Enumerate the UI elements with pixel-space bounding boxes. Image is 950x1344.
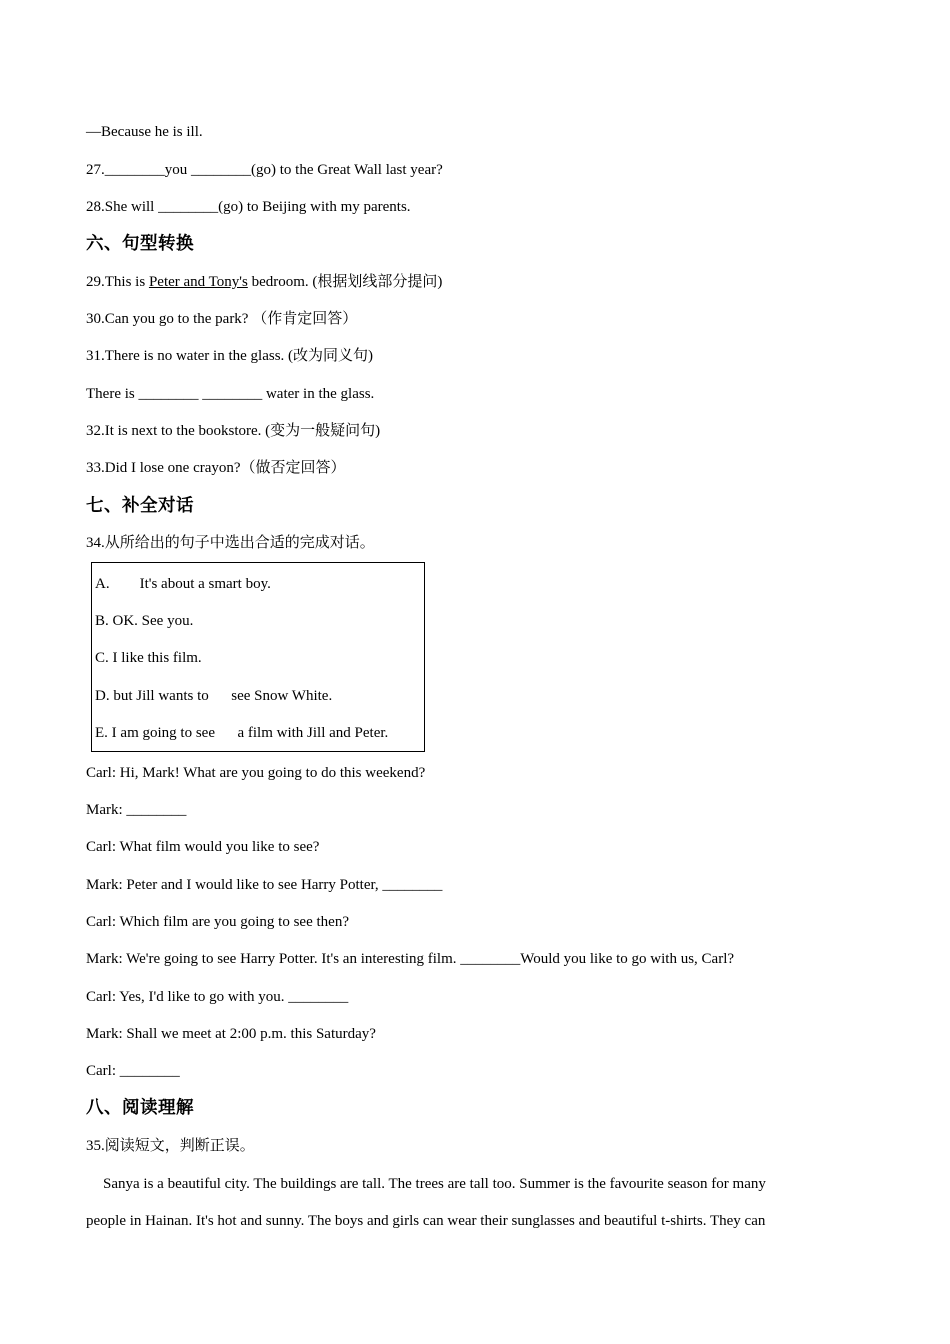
option-b: B. OK. See you. [95, 613, 194, 629]
dialogue-line: Carl: What film would you like to see? [86, 839, 320, 855]
question-33: 33.Did I lose one crayon?（做否定回答） [86, 460, 346, 476]
question-34: 34.从所给出的句子中选出合适的完成对话。 [86, 535, 375, 551]
question-32: 32.It is next to the bookstore. (变为一般疑问句) [86, 423, 381, 439]
answer-line: —Because he is ill. [86, 124, 203, 140]
question-30: 30.Can you go to the park? （作肯定回答） [86, 311, 358, 327]
dialogue-line: Carl: Yes, I'd like to go with you. ________ [86, 989, 349, 1005]
option-e: E. I am going to see a film with Jill and Peter. [95, 725, 389, 741]
dialogue-line: Mark: Shall we meet at 2:00 p.m. this Saturday? [86, 1026, 376, 1042]
question-29 [86, 272, 442, 292]
section-heading-6: 六、句型转换 [86, 234, 194, 254]
question-27: 27.________you ________(go) to the Great Wall last year? [86, 162, 443, 178]
question-35: 35.阅读短文，判断正误。 [86, 1138, 255, 1154]
dialogue-line: Carl: Hi, Mark! What are you going to do this weekend? [86, 765, 426, 781]
dialogue-line: Mark: ________ [86, 802, 187, 818]
option-d: D. but Jill wants to see Snow White. [95, 688, 333, 704]
question-31-fill: There is ________ ________ water in the glass. [86, 386, 375, 402]
question-29-post: bedroom. (根据划线部分提问) [247, 274, 443, 290]
passage-line-2: people in Hainan. It's hot and sunny. The boys and girls can wear their sunglasses and beautiful t-shirts. They can [86, 1213, 766, 1229]
question-28: 28.She will ________(go) to Beijing with my parents. [86, 199, 411, 215]
question-31: 31.There is no water in the glass. (改为同义句) [86, 348, 374, 364]
section-heading-8: 八、阅读理解 [86, 1098, 194, 1118]
question-29-pre: 29.This is [86, 274, 149, 290]
dialogue-line: Mark: Peter and I would like to see Harry Potter, ________ [86, 877, 443, 893]
question-29-underlined: Peter and Tony's [148, 274, 248, 290]
dialogue-line: Carl: ________ [86, 1063, 180, 1079]
dialogue-line: Carl: Which film are you going to see then? [86, 914, 349, 930]
option-c: C. I like this film. [95, 650, 202, 666]
section-heading-7: 七、补全对话 [86, 496, 194, 516]
option-a: A. It's about a smart boy. [95, 576, 271, 592]
passage-line-1: Sanya is a beautiful city. The buildings are tall. The trees are tall too. Summer is the favourite season for many [103, 1176, 766, 1192]
dialogue-line: Mark: We're going to see Harry Potter. It's an interesting film. ________Would you like to go with us, Carl? [86, 951, 735, 967]
